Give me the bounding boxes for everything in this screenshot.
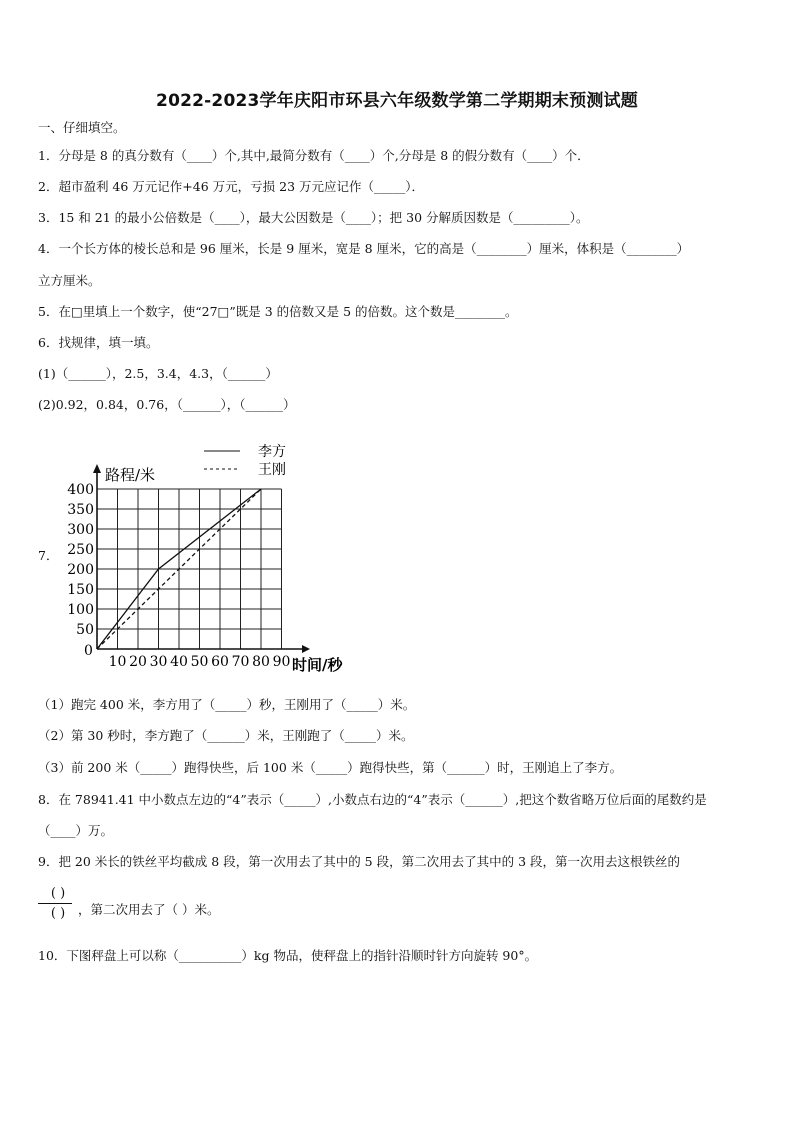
y-tick-label: 250 xyxy=(67,542,94,558)
question-4-line-1: 4．一个长方体的棱长总和是 96 厘米，长是 9 厘米，宽是 8 厘米，它的高是（________）厘米，体积是（________） xyxy=(38,241,690,256)
question-7-number: 7． xyxy=(38,548,59,563)
question-7-part-2: （2）第 30 秒时，李方跑了（______）米，王刚跑了（_____）米。 xyxy=(38,728,414,743)
x-tick-label: 50 xyxy=(190,654,209,670)
question-7-part-1: （1）跑完 400 米，李方用了（_____）秒，王刚用了（_____）米。 xyxy=(38,697,416,712)
fraction-blank xyxy=(38,886,78,921)
question-8-line-2: （____）万。 xyxy=(38,823,114,838)
x-axis-title: 时间/秒 xyxy=(292,656,343,674)
x-tick-label: 80 xyxy=(252,654,270,670)
y-tick-label: 100 xyxy=(67,602,94,618)
question-9-line-2: ，第二次用去了（ ）米。 xyxy=(78,902,220,917)
x-tick-label: 70 xyxy=(231,654,250,670)
question-7-part-3: （3）前 200 米（_____）跑得快些，后 100 米（_____）跑得快些，第（______）时，王刚追上了李方。 xyxy=(38,760,623,775)
question-5: 5．在□里填上一个数字，使“27□”既是 3 的倍数又是 5 的倍数。这个数是________。 xyxy=(38,304,518,319)
question-6-part-2: (2)0.92，0.84，0.76，（______），（______） xyxy=(38,397,296,412)
question-6: 6．找规律，填一填。 xyxy=(38,335,159,350)
question-3: 3．15 和 21 的最小公倍数是（____），最大公因数是（____）；把 30 分解质因数是（_________）。 xyxy=(38,210,589,225)
distance-time-chart xyxy=(67,436,370,676)
y-axis-arrow xyxy=(93,464,101,473)
question-2: 2．超市盈利 46 万元记作+46 万元，亏损 23 万元应记作（_____）． xyxy=(38,179,425,194)
legend xyxy=(204,443,286,478)
question-1: 1．分母是 8 的真分数有（____）个,其中,最简分数有（____）个,分母是 8 的假分数有（____）个． xyxy=(38,148,590,163)
question-6-part-1: (1)（______），2.5，3.4，4.3，（______） xyxy=(38,366,278,381)
x-axis-arrow xyxy=(302,645,310,653)
fraction-numerator: ( ) xyxy=(50,886,66,901)
x-tick-label: 90 xyxy=(272,654,291,670)
legend-label-wanggang: 王刚 xyxy=(258,462,286,478)
legend-label-lifang: 李方 xyxy=(258,444,286,460)
y-axis-title: 路程/米 xyxy=(105,466,156,484)
question-8-line-1: 8．在 78941.41 中小数点左边的“4”表示（_____）,小数点右边的“4”表示（______）,把这个数省略万位后面的尾数约是 xyxy=(38,792,707,807)
fraction-bar xyxy=(38,903,72,904)
section-heading: 一、仔细填空。 xyxy=(38,120,126,135)
fraction-denominator: ( ) xyxy=(50,906,66,921)
y-tick-label: 200 xyxy=(67,562,94,578)
question-4-line-2: 立方厘米。 xyxy=(38,273,101,288)
question-9-line-1: 9．把 20 米长的铁丝平均截成 8 段，第一次用去了其中的 5 段，第二次用去了其中的 3 段，第一次用去这根铁丝的 xyxy=(38,854,681,869)
y-tick-label: 50 xyxy=(76,622,94,638)
y-tick-label: 350 xyxy=(67,502,94,518)
y-tick-label: 400 xyxy=(67,482,94,498)
y-tick-label: 150 xyxy=(67,582,94,598)
question-10: 10．下图秤盘上可以称（__________）kg 物品，使秤盘上的指针沿顺时针方向旋转 90°。 xyxy=(38,948,538,963)
x-tick-label: 30 xyxy=(149,654,168,670)
x-tick-label: 40 xyxy=(170,654,188,670)
y-tick-label: 300 xyxy=(67,522,94,538)
page-title: 2022-2023学年庆阳市环县六年级数学第二学期期末预测试题 xyxy=(156,91,638,111)
x-tick-label: 20 xyxy=(129,654,147,670)
x-tick-label: 60 xyxy=(211,654,229,670)
origin-label: 0 xyxy=(84,643,93,659)
x-tick-label: 10 xyxy=(108,654,127,670)
